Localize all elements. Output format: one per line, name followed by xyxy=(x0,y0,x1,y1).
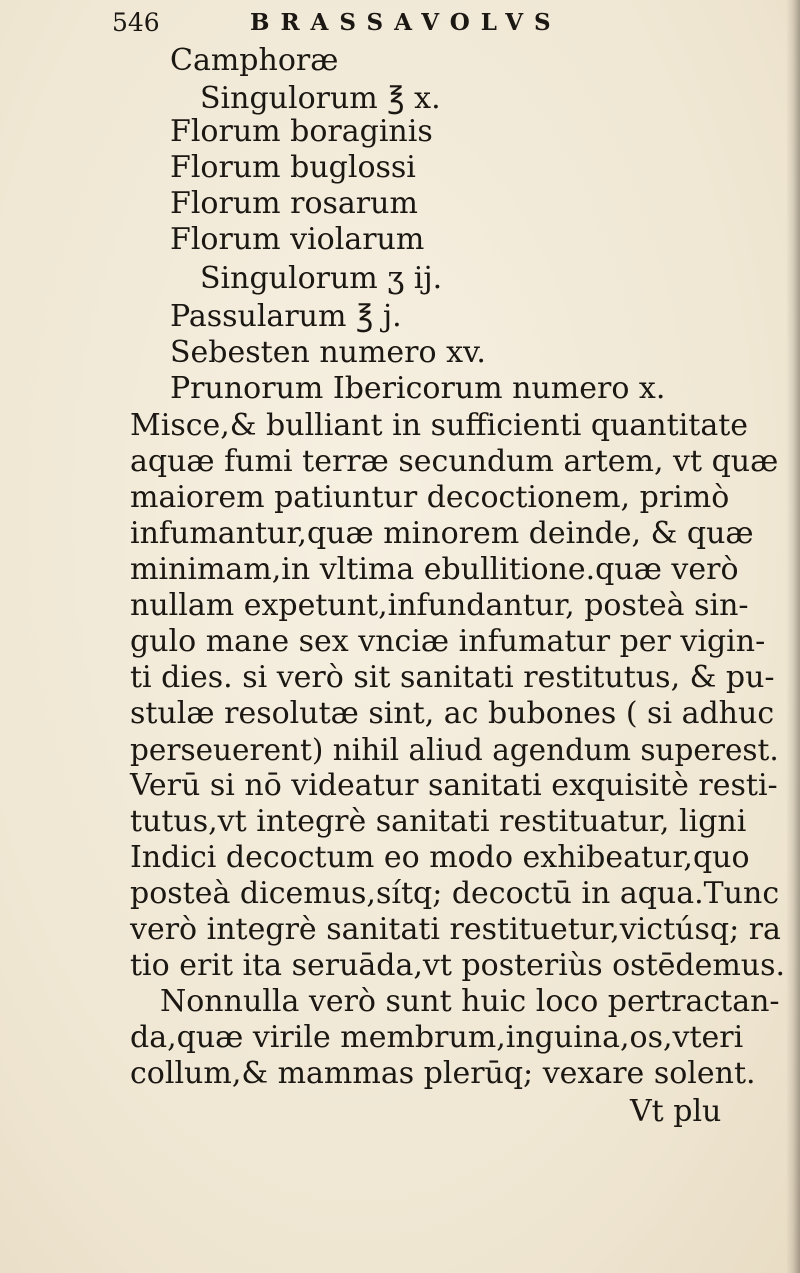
text-line: da,quæ virile membrum,inguina,os,vteri xyxy=(130,1020,744,1055)
text-line: collum,& mammas plerūq; vexare solent. xyxy=(130,1056,756,1091)
text-line: perseuerent) nihil aliud agendum superest. xyxy=(130,733,779,767)
text-line: verò integrè sanitati restituetur,victúsq; ra xyxy=(130,912,781,947)
text-line: Singulorum ℥ x. xyxy=(200,81,441,116)
text-line: Singulorum ʒ ij. xyxy=(200,261,443,296)
text-line: gulo mane sex vnciæ infumatur per vigin- xyxy=(130,624,766,659)
text-line: Verū si nō videatur sanitati exquisitè resti- xyxy=(130,768,778,803)
catchword: Vt plu xyxy=(630,1094,722,1129)
text-line: maiorem patiuntur decoctionem, primò xyxy=(130,480,730,515)
text-line: stulæ resolutæ sint, ac bubones ( si adhuc xyxy=(130,696,775,731)
text-line: Florum boraginis xyxy=(170,114,433,149)
text-line: Sebesten numero xv. xyxy=(170,335,486,370)
text-line: nullam expetunt,infundantur, posteà sin- xyxy=(130,588,749,623)
page-edge-shadow xyxy=(786,0,800,1273)
text-line: infumantur,quæ minorem deinde, & quæ xyxy=(130,516,754,551)
text-line: Misce,& bulliant in sufficienti quantitate xyxy=(130,408,749,443)
text-line: Florum violarum xyxy=(170,222,425,257)
text-line: ti dies. si verò sit sanitati restitutus, & pu- xyxy=(130,660,775,695)
text-line: Nonnulla verò sunt huic loco pertractan- xyxy=(160,984,780,1019)
text-line: aquæ fumi terræ secundum artem, vt quæ xyxy=(130,444,779,479)
text-line: Florum buglossi xyxy=(170,150,416,185)
text-line: Passularum ℥ j. xyxy=(170,299,402,334)
running-head xyxy=(112,6,752,40)
text-line: Prunorum Ibericorum numero x. xyxy=(170,371,666,406)
text-line: posteà dicemus,sítq; decoctū in aqua.Tunc xyxy=(130,876,780,911)
text-line: minimam,in vltima ebullitione.quæ verò xyxy=(130,552,739,587)
running-head-author: BRASSAVOLVS xyxy=(250,9,562,36)
text-line: tutus,vt integrè sanitati restituatur, ligni xyxy=(130,804,747,839)
text-line: Florum rosarum xyxy=(170,186,418,221)
page-number: 546 xyxy=(112,8,160,37)
text-line: Camphoræ xyxy=(170,43,339,78)
text-line: tio erit ita seruāda,vt posteriùs ostēdemus. xyxy=(130,948,786,983)
text-line: Indici decoctum eo modo exhibeatur,quo xyxy=(130,840,750,875)
